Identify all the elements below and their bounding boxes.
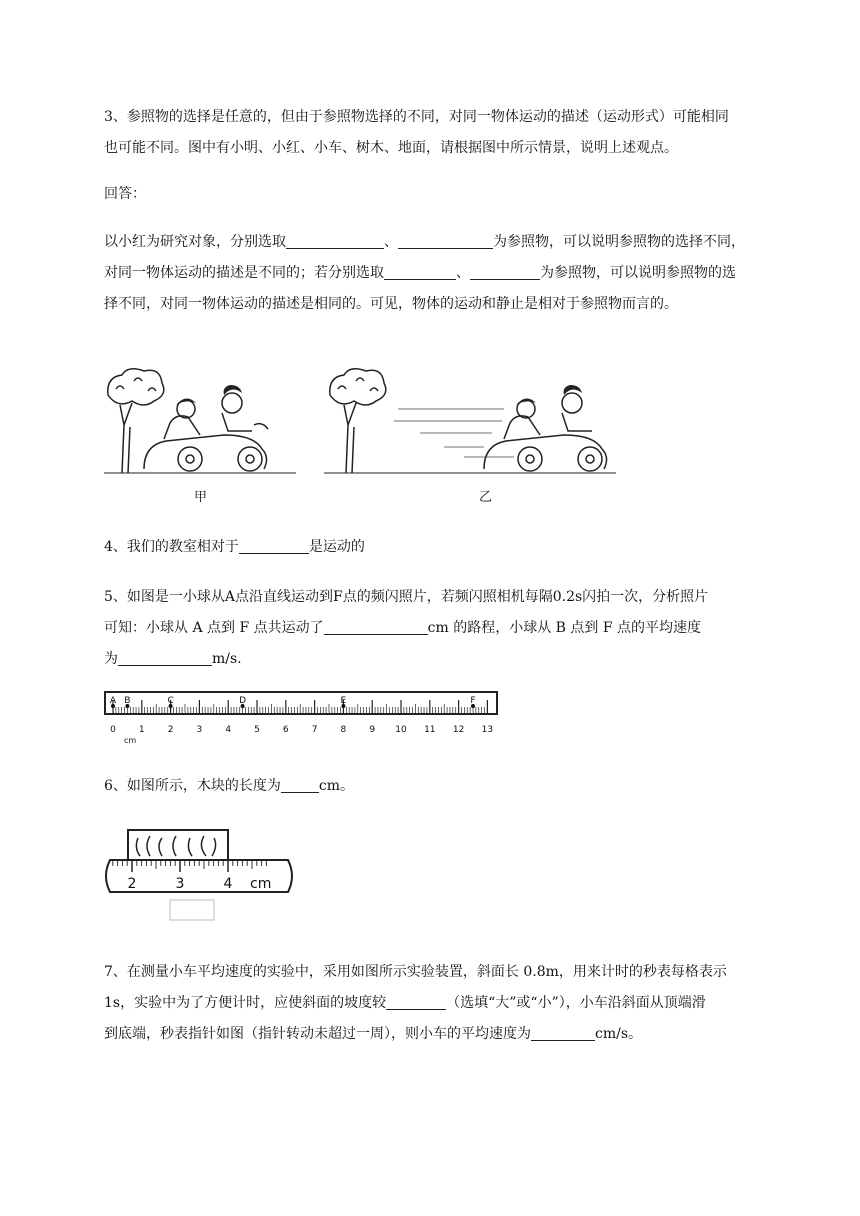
q7-line1: 7、在测量小车平均速度的实验中，采用如图所示实验装置，斜面长 0.8m，用来计时的秒表每格表示 <box>104 964 727 980</box>
ruler-unit: cm <box>124 736 137 745</box>
q3-a1-post: 为参照物，可以说明参照物的选择不同， <box>493 234 745 250</box>
q3-a1-pre: 以小红为研究对象，分别选取 <box>104 234 286 250</box>
q6-line <box>104 771 804 802</box>
q6-pre: 6、如图所示，木块的长度为 <box>104 778 281 794</box>
q3-blank-4[interactable] <box>470 265 540 280</box>
ruler-number: 7 <box>311 725 318 735</box>
q3-a2-post: 为参照物，可以说明参照物的选 <box>540 265 736 281</box>
q5-line1: 5、如图是一小球从A点沿直线运动到F点的频闪照片，若频闪照相机每隔0.2s闪拍一次，分析照片 <box>104 589 709 605</box>
q3-blank-2[interactable] <box>398 234 493 249</box>
q5-blank-distance[interactable] <box>324 620 428 635</box>
ruler-number: 5 <box>254 725 260 735</box>
ruler-number: 2 <box>127 876 137 892</box>
ruler-number: 6 <box>282 725 289 735</box>
q5-l3-post: m/s. <box>212 651 242 667</box>
point-label: E <box>340 696 347 706</box>
ruler-number: 10 <box>395 725 407 735</box>
q7-l3-post: cm/s。 <box>595 1026 643 1042</box>
q5-l2-pre: 可知：小球从 A 点到 F 点共运动了 <box>104 620 324 636</box>
q6-blank[interactable] <box>281 778 319 793</box>
q6-block-ruler-figure <box>100 826 296 922</box>
point-label: F <box>470 696 476 706</box>
q5-l2-post: cm 的路程，小球从 B 点到 F 点的平均速度 <box>427 620 701 636</box>
ruler-number: 2 <box>167 725 174 735</box>
q5-blank-speed[interactable] <box>118 651 212 666</box>
q5-line3 <box>104 644 804 675</box>
q3-answer-line1 <box>104 227 804 258</box>
q7-blank-speed[interactable] <box>531 1026 595 1041</box>
caption-yi: 乙 <box>479 490 493 505</box>
q4-line <box>104 532 804 563</box>
q3-line2: 也可能不同。图中有小明、小红、小车、树木、地面，请根据图中所示情景，说明上述观点。 <box>104 140 678 156</box>
ruler-number: 1 <box>138 725 145 735</box>
q7-blank-slope[interactable] <box>386 995 446 1010</box>
q4-blank[interactable] <box>239 539 309 554</box>
figure-yi <box>324 365 616 477</box>
q4-post: 是运动的 <box>308 539 365 555</box>
q5-ruler-figure <box>104 688 500 748</box>
q6-post: cm。 <box>318 778 355 794</box>
ruler-number: 13 <box>481 725 494 735</box>
point-label: C <box>167 696 174 706</box>
ruler-number: 8 <box>340 725 347 735</box>
ruler-unit: cm <box>250 876 272 892</box>
q3-a2-pre: 对同一物体运动的描述是不同的；若分别选取 <box>104 265 384 281</box>
ruler-number: 4 <box>223 876 233 892</box>
q5-l3-pre: 为 <box>104 651 118 667</box>
q7-line2 <box>104 988 804 1019</box>
q3-answer-label: 回答： <box>104 186 146 202</box>
q7-l3-pre: 到底端，秒表指针如图（指针转动未超过一周），则小车的平均速度为 <box>104 1026 531 1042</box>
q3-line1: 3、参照物的选择是任意的，但由于参照物选择的不同，对同一物体运动的描述（运动形式）可能相同 <box>104 109 729 125</box>
q3-a1-sep: 、 <box>384 234 398 250</box>
point-label: B <box>124 696 131 706</box>
caption-jia: 甲 <box>194 490 208 505</box>
blank-box <box>170 900 214 920</box>
figure-jia <box>104 365 296 477</box>
ruler-number: 3 <box>175 876 185 892</box>
q7-l2-pre: 1s，实验中为了方便计时，应使斜面的坡度较 <box>104 995 387 1011</box>
ruler-number: 4 <box>225 725 232 735</box>
q3-blank-3[interactable] <box>384 265 456 280</box>
q3-a2-sep: 、 <box>456 265 470 281</box>
ruler-number: 9 <box>369 725 376 735</box>
ruler-number: 0 <box>110 725 116 735</box>
q7-l2-post: （选填“大”或“小”），小车沿斜面从顶端滑 <box>446 995 706 1011</box>
ruler-number: 12 <box>452 725 465 735</box>
q7-line3 <box>104 1019 804 1050</box>
point-label: D <box>239 696 247 706</box>
q3-answer-line2 <box>104 258 804 289</box>
q3-blank-1[interactable] <box>286 234 384 249</box>
q4-pre: 4、我们的教室相对于 <box>104 539 239 555</box>
q5-line2 <box>104 613 804 644</box>
q3-answer-line3: 择不同，对同一物体运动的描述是相同的。可见，物体的运动和静止是相对于参照物而言的。 <box>104 296 678 312</box>
ruler-number: 3 <box>196 725 203 735</box>
ruler-number: 11 <box>424 725 436 735</box>
point-label: A <box>109 696 117 706</box>
